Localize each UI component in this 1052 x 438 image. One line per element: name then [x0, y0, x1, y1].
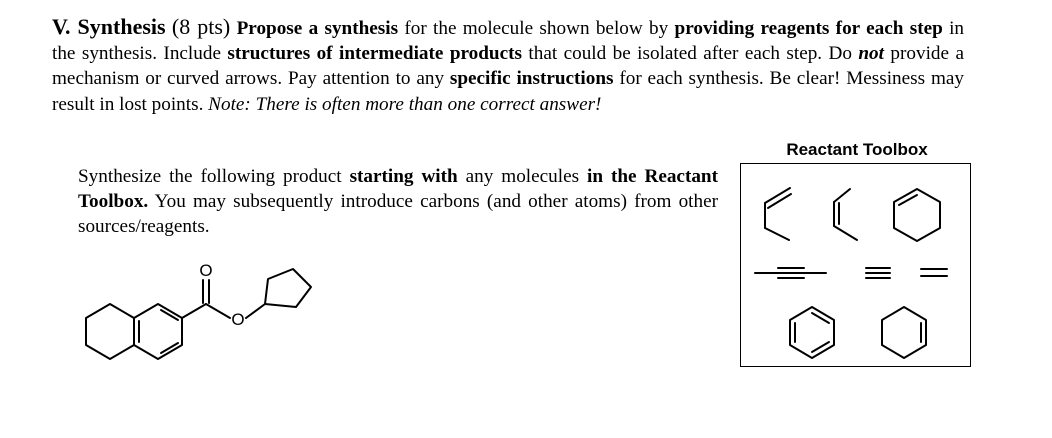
instruction-segment-3: in the synthesis. Include — [52, 18, 965, 65]
task-segment-1: starting with — [349, 166, 458, 187]
instruction-segment-9: for each synthesis. Be clear! Messiness may result in lost points. — [52, 68, 964, 115]
toolbox-molecule-propene — [834, 189, 857, 240]
instruction-segment-8: specific instructions — [449, 68, 614, 90]
task-segment-2: any molecules — [457, 166, 588, 187]
carbonyl-oxygen-label: O — [199, 261, 213, 280]
question-heading: V. Synthesis — [52, 14, 166, 39]
instruction-segment-2: providing reagents for each step — [674, 18, 943, 39]
question-instructions — [52, 14, 964, 117]
question-points: (8 pts) — [171, 14, 231, 39]
ester-group — [182, 261, 265, 329]
task-segment-4: You may subsequently introduce carbons (and other atoms) from other sources/reagents. — [78, 191, 718, 238]
cyclopentyl-ring — [265, 269, 311, 307]
task-segment-0: Synthesize the following product — [78, 166, 350, 187]
toolbox-molecule-cyclohexene-2 — [882, 307, 926, 358]
instruction-segment-1: for the molecule shown below by — [398, 18, 675, 39]
task-segment-3: in the Reactant Toolbox. — [78, 166, 718, 213]
instruction-segment-4: structures of intermediate products — [227, 43, 522, 65]
ester-oxygen-label: O — [231, 310, 245, 329]
task-description — [78, 164, 718, 240]
toolbox-title: Reactant Toolbox — [786, 140, 928, 159]
toolbox-molecule-cyclohexene — [894, 189, 940, 241]
instruction-segment-6: not — [858, 43, 884, 65]
toolbox-molecule-2-butyne — [755, 268, 826, 278]
instruction-segment-7: provide a mechanism or curved arrows. Pay attention to any — [52, 43, 964, 90]
toolbox-molecule-1-butene — [765, 188, 791, 240]
instruction-segment-10: Note: There is often more than one correct answer! — [208, 93, 602, 115]
instruction-segment-5: that could be isolated after each step. Do — [521, 43, 859, 65]
toolbox-structures — [740, 163, 971, 367]
toolbox-molecule-propyne — [866, 268, 890, 278]
toolbox-molecule-ethene — [921, 269, 947, 276]
toolbox-molecule-benzene — [790, 307, 834, 358]
product-structure — [80, 258, 400, 408]
instruction-segment-0: Propose a synthesis — [236, 18, 399, 39]
tetralin-ring-system — [86, 304, 182, 359]
